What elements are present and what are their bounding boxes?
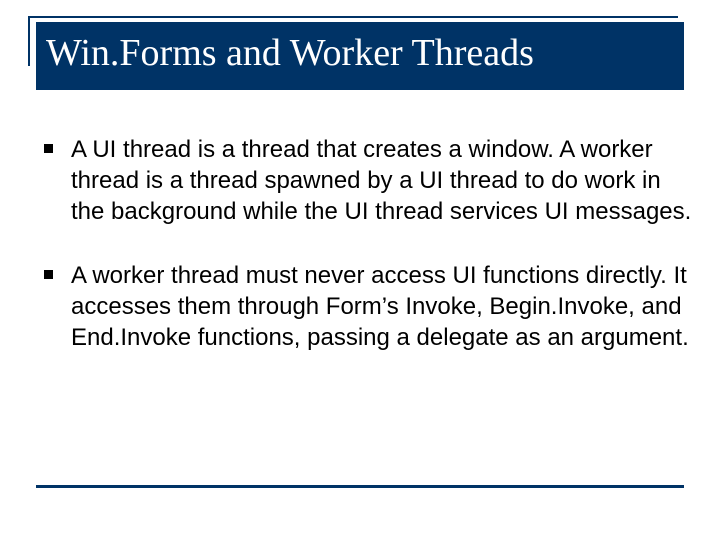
square-bullet-icon [44,270,53,279]
bottom-divider [36,485,684,488]
bullet-text: A UI thread is a thread that creates a window. A worker thread is a thread spawned by a UI thread to do work in the background while the UI thread services UI messages. [71,136,692,225]
bullet-list [44,134,694,386]
title-frame-top-line [28,16,678,18]
title-frame-left-line [28,16,30,66]
bullet-text: A worker thread must never access UI functions directly. It accesses them through Form’s Invoke, Begin.Invoke, and End.Invoke functions, passing a delegate as an argument. [71,262,689,351]
bullet-item [44,260,694,353]
square-bullet-icon [44,144,53,153]
slide-title: Win.Forms and Worker Threads [46,32,534,74]
bullet-item [44,134,694,227]
